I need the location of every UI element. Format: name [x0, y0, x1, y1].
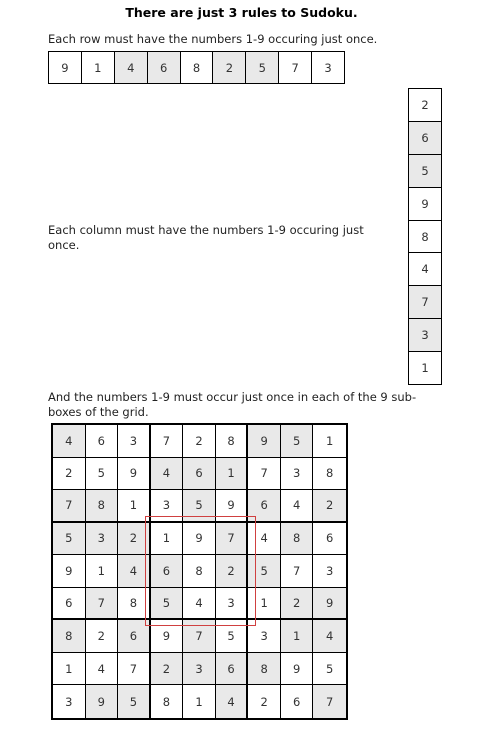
grid-cell: 8	[183, 555, 216, 588]
grid-cell: 7	[151, 425, 184, 458]
grid-cell: 2	[53, 458, 86, 491]
grid-cell: 1	[183, 685, 216, 718]
row-example-cell: 2	[213, 52, 246, 83]
grid-cell: 7	[313, 685, 346, 718]
grid-cell: 4	[151, 458, 184, 491]
grid-cell: 6	[53, 588, 86, 621]
grid-cell: 9	[313, 588, 346, 621]
grid-cell: 6	[118, 620, 151, 653]
grid-cell: 3	[216, 588, 249, 621]
grid-cell: 1	[248, 588, 281, 621]
grid-cell: 3	[183, 653, 216, 686]
column-example-cell: 2	[409, 89, 441, 122]
grid-cell: 3	[53, 685, 86, 718]
grid-cell: 2	[281, 588, 314, 621]
grid-cell: 5	[313, 653, 346, 686]
grid-cell: 1	[86, 555, 119, 588]
grid-cell: 5	[53, 523, 86, 556]
grid-cell: 8	[53, 620, 86, 653]
grid-cell: 1	[53, 653, 86, 686]
grid-cell: 2	[313, 490, 346, 523]
grid-cell: 5	[151, 588, 184, 621]
grid-cell: 2	[183, 425, 216, 458]
grid-cell: 3	[118, 425, 151, 458]
grid-cell: 9	[118, 458, 151, 491]
grid-cell: 3	[248, 620, 281, 653]
grid-cell: 5	[118, 685, 151, 718]
grid-cell: 8	[248, 653, 281, 686]
rule-column-text: Each column must have the numbers 1-9 occuring just once.	[48, 223, 364, 252]
grid-cell: 7	[248, 458, 281, 491]
grid-cell: 8	[281, 523, 314, 556]
row-example-cell: 3	[324, 60, 332, 75]
grid-cell: 4	[281, 490, 314, 523]
column-example-cell: 6	[409, 122, 441, 155]
grid-cell: 7	[118, 653, 151, 686]
grid-cell: 9	[86, 685, 119, 718]
grid-cell: 9	[183, 523, 216, 556]
grid-cell: 7	[281, 555, 314, 588]
grid-cell: 2	[86, 620, 119, 653]
grid-cell: 3	[151, 490, 184, 523]
grid-cell: 9	[53, 555, 86, 588]
grid-cell: 6	[216, 653, 249, 686]
grid-cell: 4	[183, 588, 216, 621]
column-example-cell: 1	[421, 361, 429, 376]
grid-cell: 4	[216, 685, 249, 718]
column-example-cell: 9	[409, 188, 441, 221]
grid-cell: 4	[86, 653, 119, 686]
grid-cell: 8	[216, 425, 249, 458]
grid-cell: 8	[151, 685, 184, 718]
grid-cell: 9	[151, 620, 184, 653]
rule-box-text: And the numbers 1-9 must occur just once in each of the 9 sub-boxes of the grid.	[48, 390, 417, 419]
grid-cell: 4	[118, 555, 151, 588]
grid-cell: 5	[248, 555, 281, 588]
grid-cell: 3	[281, 458, 314, 491]
column-example-cell: 4	[409, 253, 441, 286]
grid-cell: 2	[118, 523, 151, 556]
grid-cell: 7	[216, 523, 249, 556]
row-example-cell: 6	[148, 52, 181, 83]
grid-cell: 7	[53, 490, 86, 523]
grid-cell: 6	[248, 490, 281, 523]
grid-cell: 2	[248, 685, 281, 718]
grid-cell: 6	[313, 523, 346, 556]
grid-cell: 6	[86, 425, 119, 458]
column-example-cell: 8	[409, 221, 441, 254]
grid-cell: 5	[183, 490, 216, 523]
grid-cell: 4	[313, 620, 346, 653]
grid-cell: 6	[183, 458, 216, 491]
column-example	[408, 88, 442, 385]
grid-cell: 1	[313, 425, 346, 458]
grid-cell: 8	[86, 490, 119, 523]
grid-cell: 1	[281, 620, 314, 653]
grid-cell: 4	[53, 425, 86, 458]
column-example-cell: 3	[409, 319, 441, 352]
row-example-cell: 7	[279, 52, 312, 83]
grid-cell: 9	[281, 653, 314, 686]
row-example-cell: 8	[181, 52, 214, 83]
page-title: There are just 3 rules to Sudoku.	[125, 5, 358, 20]
grid-cell: 2	[216, 555, 249, 588]
grid-cell: 3	[86, 523, 119, 556]
rule-row-text: Each row must have the numbers 1-9 occuring just once.	[48, 32, 378, 46]
row-example-cell: 9	[49, 52, 82, 83]
grid-cell: 4	[248, 523, 281, 556]
grid-cell: 6	[151, 555, 184, 588]
column-example-cell: 5	[409, 155, 441, 188]
grid-cell: 1	[118, 490, 151, 523]
sudoku-grid	[51, 423, 348, 720]
grid-cell: 7	[183, 620, 216, 653]
grid-cell: 8	[313, 458, 346, 491]
grid-cell: 1	[216, 458, 249, 491]
grid-cell: 8	[118, 588, 151, 621]
column-example-cell: 7	[409, 286, 441, 319]
grid-cell: 3	[313, 555, 346, 588]
grid-cell: 6	[281, 685, 314, 718]
row-example-cell: 1	[82, 52, 115, 83]
grid-cell: 5	[86, 458, 119, 491]
row-example-cell: 4	[115, 52, 148, 83]
row-example-cell: 5	[246, 52, 279, 83]
grid-cell: 2	[151, 653, 184, 686]
grid-cell: 1	[151, 523, 184, 556]
grid-cell: 7	[86, 588, 119, 621]
grid-cell: 9	[216, 490, 249, 523]
grid-cell: 9	[248, 425, 281, 458]
row-example	[48, 51, 345, 84]
grid-cell: 5	[216, 620, 249, 653]
grid-cell: 5	[281, 425, 314, 458]
